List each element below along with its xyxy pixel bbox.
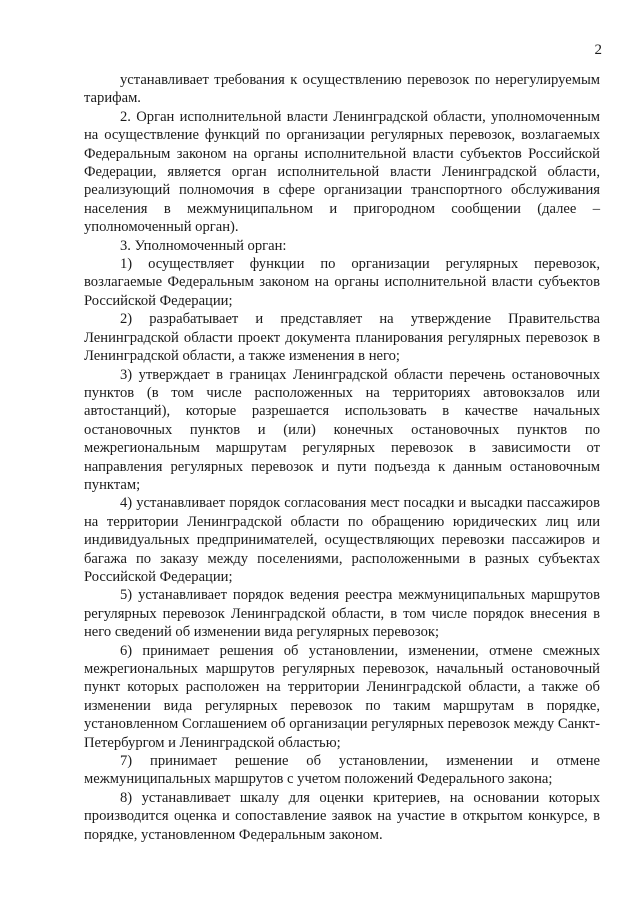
list-item-5: 5) устанавливает порядок ведения реестра межмуниципальных маршрутов регулярных перевозок Ленинградской области, в том числе порядок внесения в него сведений об изменении вида регулярных перевозок; [84, 587, 600, 641]
page-number: 2 [594, 42, 602, 58]
list-item-4: 4) устанавливает порядок согласования мест посадки и высадки пассажиров на территории Ленинградской области по обращению юридических лиц или индивидуальных предпринимателей, осуществляющих перевозки пассажиров и багажа по заказу между поселениями, расположенными в разных субъектах Российской Федерации; [84, 495, 600, 585]
paragraph-3-heading: 3. Уполномоченный орган: [120, 237, 287, 254]
list-item-6: 6) принимает решения об установлении, изменении, отмене смежных межрегиональных маршрутов регулярных перевозок, начальный остановочный пункт которых расположен на территории Ленинградской области, а также об изменении вида регулярных перевозок по таким маршрутам в порядке, установленном Соглашением об организации регулярных перевозок между Санкт-Петербургом и Ленинградской областью; [84, 642, 600, 751]
paragraph-2: 2. Орган исполнительной власти Ленинградской области, уполномоченным на осуществление функций по организации регулярных перевозок, возлагаемых Федеральным законом на органы исполнительной власти субъектов Российской Федерации, является орган исполнительной власти Ленинградской области, реализующий полномочия в сфере организации транспортного обслуживания населения в межмуниципальном и пригородном сообщении (далее – уполномоченный орган). [84, 108, 600, 236]
document-body [84, 71, 600, 844]
list-item-2: 2) разрабатывает и представляет на утверждение Правительства Ленинградской области проект документа планирования регулярных перевозок в Ленинградской области, а также изменения в него; [84, 311, 600, 365]
paragraph-intro: устанавливает требования к осуществлению перевозок по нерегулируемым тарифам. [84, 72, 600, 107]
list-item-7: 7) принимает решение об установлении, изменении и отмене межмуниципальных маршрутов с учетом положений Федерального закона; [84, 753, 600, 788]
list-item-8: 8) устанавливает шкалу для оценки критериев, на основании которых производится оценка и сопоставление заявок на участие в открытом конкурсе, в порядке, установленном Федеральным законом. [84, 789, 600, 843]
list-item-3: 3) утверждает в границах Ленинградской области перечень остановочных пунктов (в том числе расположенных на территориях автовокзалов или автостанций), которые разрешается использовать в качестве начальных остановочных пунктов и (или) конечных остановочных пунктов по межрегиональным маршрутам регулярных перевозок в зависимости от направления регулярных перевозок и пути подъезда к данным остановочным пунктам; [84, 366, 600, 493]
list-item-1: 1) осуществляет функции по организации регулярных перевозок, возлагаемые Федеральным законом на органы исполнительной власти субъектов Российской Федерации; [84, 256, 600, 309]
